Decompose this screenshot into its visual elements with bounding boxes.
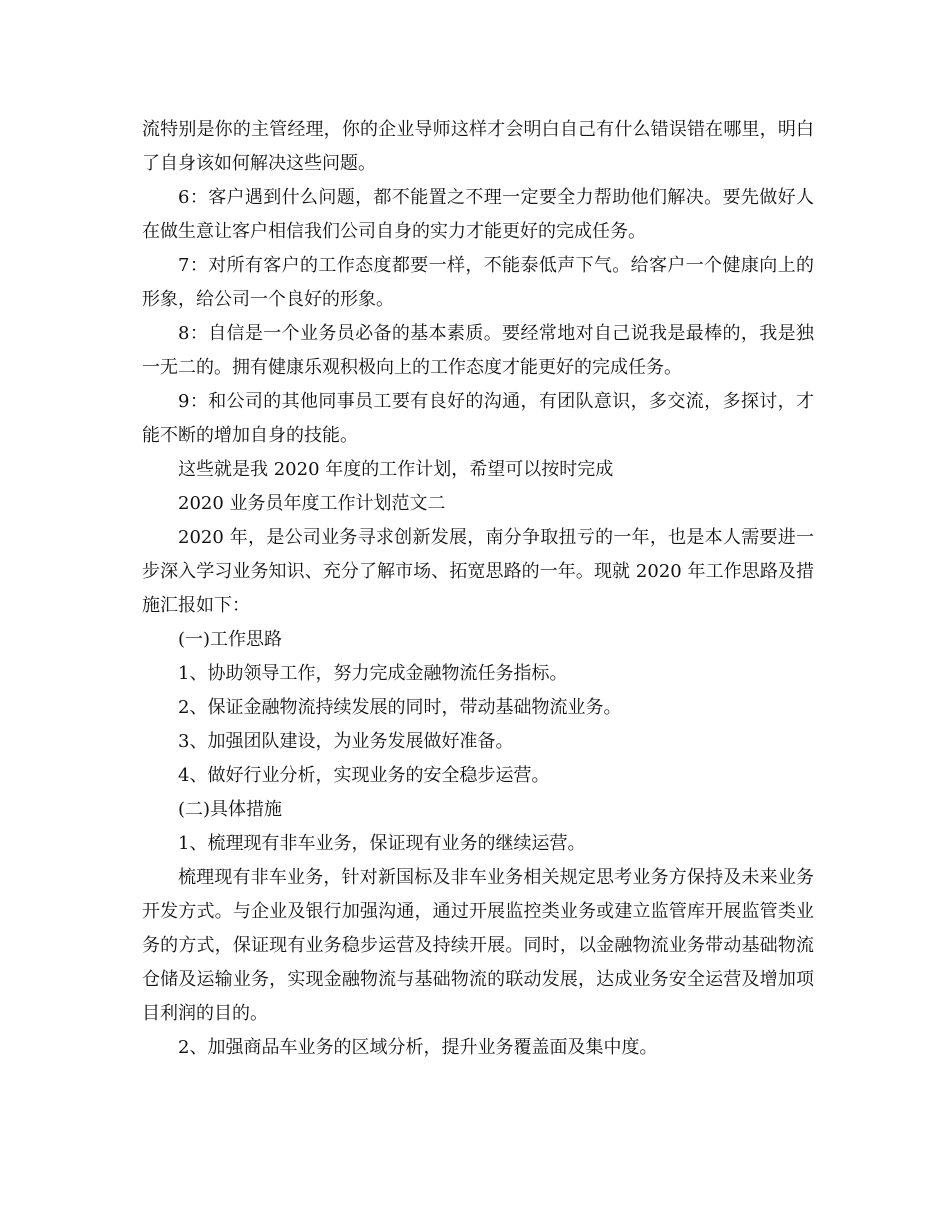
paragraph: 8：自信是一个业务员必备的基本素质。要经常地对自己说我是最棒的，我是独一无二的。拥有健康乐观积极向上的工作态度才能更好的完成任务。 bbox=[142, 323, 814, 378]
paragraph: 9：和公司的其他同事员工要有良好的沟通，有团队意识，多交流，多探讨，才能不断的增加自身的技能。 bbox=[142, 391, 814, 446]
list-item: 2、加强商品车业务的区域分析，提升业务覆盖面及集中度。 bbox=[178, 1037, 658, 1058]
list-item: 4、做好行业分析，实现业务的安全稳步运营。 bbox=[178, 765, 550, 786]
paragraph: 2020 年，是公司业务寻求创新发展，南分争取扭亏的一年，也是本人需要进一步深入学习业务知识、充分了解市场、拓宽思路的一年。现就 2020 年工作思路及措施汇报如下： bbox=[142, 527, 814, 616]
subheading: (一)工作思路 bbox=[178, 629, 283, 650]
list-item: 2、保证金融物流持续发展的同时，带动基础物流业务。 bbox=[178, 697, 622, 718]
document-body bbox=[142, 113, 814, 1065]
paragraph: 梳理现有非车业务，针对新国标及非车业务相关规定思考业务方保持及未来业务开发方式。与企业及银行加强沟通，通过开展监控类业务或建立监管库开展监管类业务的方式，保证现有业务稳步运营及持续开展。同时，以金融物流业务带动基础物流仓储及运输业务，实现金融物流与基础物流的联动发展，达成业务安全运营及增加项目利润的目的。 bbox=[142, 867, 814, 1024]
paragraph: 6：客户遇到什么问题，都不能置之不理一定要全力帮助他们解决。要先做好人在做生意让客户相信我们公司自身的实力才能更好的完成任务。 bbox=[142, 187, 814, 242]
paragraph: 这些就是我 2020 年度的工作计划，希望可以按时完成 bbox=[178, 459, 614, 480]
section-title: 2020 业务员年度工作计划范文二 bbox=[178, 493, 446, 514]
list-item: 3、加强团队建设，为业务发展做好准备。 bbox=[178, 731, 514, 752]
subheading: (二)具体措施 bbox=[178, 799, 283, 820]
list-item: 1、梳理现有非车业务，保证现有业务的继续运营。 bbox=[178, 833, 586, 854]
paragraph: 流特别是你的主管经理，你的企业导师这样才会明白自己有什么错误错在哪里，明白了自身该如何解决这些问题。 bbox=[142, 119, 814, 174]
list-item: 1、协助领导工作，努力完成金融物流任务指标。 bbox=[178, 663, 568, 684]
paragraph: 7：对所有客户的工作态度都要一样，不能泰低声下气。给客户一个健康向上的形象，给公司一个良好的形象。 bbox=[142, 255, 814, 310]
